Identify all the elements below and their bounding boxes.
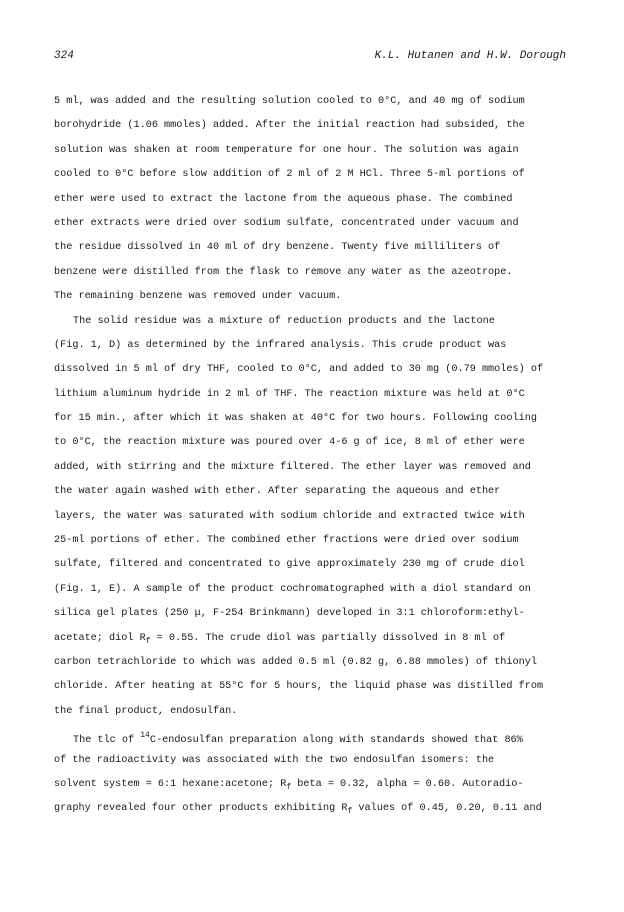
text-run: for 15 min., after which it was shaken at 40°C for two hours. Following cooling xyxy=(54,413,537,425)
text-line xyxy=(54,553,574,577)
subscript: f xyxy=(286,782,292,792)
text-line xyxy=(54,114,574,138)
text-run: The solid residue was a mixture of reduction products and the lactone xyxy=(73,315,495,327)
text-run: (Fig. 1, E). A sample of the product cochromatographed with a diol standard on xyxy=(54,583,531,595)
page-number: 324 xyxy=(54,50,74,62)
text-run: benzene were distilled from the flask to remove any water as the azeotrope. xyxy=(54,266,513,278)
text-line xyxy=(54,285,574,309)
text-line xyxy=(54,212,574,236)
text-run: solvent system = 6:1 hexane:acetone; R xyxy=(54,778,287,790)
text-line xyxy=(54,139,574,163)
text-run: cooled to 0°C before slow addition of 2 ml of 2 M HCl. Three 5-ml portions of xyxy=(54,169,525,181)
text-run: layers, the water was saturated with sodium chloride and extracted twice with xyxy=(54,510,525,522)
text-run: The remaining benzene was removed under vacuum. xyxy=(54,291,342,303)
running-header-authors: K.L. Hutanen and H.W. Dorough xyxy=(374,50,566,62)
text-run: values of 0.45, 0.20, 0.11 and xyxy=(352,803,542,815)
text-run: solution was shaken at room temperature for one hour. The solution was again xyxy=(54,144,519,156)
text-line xyxy=(54,651,574,675)
text-run: (Fig. 1, D) as determined by the infrared analysis. This crude product was xyxy=(54,339,507,351)
text-line xyxy=(54,236,574,260)
superscript: 14 xyxy=(140,731,150,741)
text-line xyxy=(54,749,574,773)
text-run: = 0.55. The crude diol was partially dissolved in 8 ml of xyxy=(150,632,506,644)
text-line xyxy=(54,358,574,382)
text-line xyxy=(54,163,574,187)
text-run: added, with stirring and the mixture filtered. The ether layer was removed and xyxy=(54,461,531,473)
text-line xyxy=(54,627,574,651)
text-line xyxy=(54,188,574,212)
text-run: of the radioactivity was associated with the two endosulfan isomers: the xyxy=(54,754,495,766)
text-line xyxy=(54,724,574,748)
text-run: the residue dissolved in 40 ml of dry benzene. Twenty five milliliters of xyxy=(54,242,501,254)
text-run: graphy revealed four other products exhibiting R xyxy=(54,803,348,815)
text-line xyxy=(54,578,574,602)
text-run: sulfate, filtered and concentrated to give approximately 230 mg of crude diol xyxy=(54,559,525,571)
text-run: 5 ml, was added and the resulting solution cooled to 0°C, and 40 mg of sodium xyxy=(54,96,525,107)
text-line xyxy=(54,675,574,699)
text-line xyxy=(54,602,574,626)
body-text xyxy=(54,90,574,822)
text-line xyxy=(54,700,574,724)
text-line xyxy=(54,407,574,431)
text-run: to 0°C, the reaction mixture was poured over 4-6 g of ice, 8 ml of ether were xyxy=(54,437,525,449)
text-run: carbon tetrachloride to which was added 0.5 ml (0.82 g, 6.88 mmoles) of thionyl xyxy=(54,656,537,668)
text-run: silica gel plates (250 μ, F-254 Brinkmann) developed in 3:1 chloroform:ethyl- xyxy=(54,608,525,620)
text-line xyxy=(54,456,574,480)
text-line xyxy=(54,797,574,821)
text-run: chloride. After heating at 55°C for 5 hours, the liquid phase was distilled from xyxy=(54,681,544,693)
text-run: C-endosulfan preparation along with standards showed that 86% xyxy=(149,735,523,747)
text-line xyxy=(54,334,574,358)
text-line xyxy=(54,383,574,407)
text-run: 25-ml portions of ether. The combined ether fractions were dried over sodium xyxy=(54,535,519,547)
text-run: the final product, endosulfan. xyxy=(54,705,238,717)
text-run: ether extracts were dried over sodium sulfate, concentrated under vacuum and xyxy=(54,217,519,229)
text-run: dissolved in 5 ml of dry THF, cooled to 0°C, and added to 30 mg (0.79 mmoles) of xyxy=(54,364,544,376)
subscript: f xyxy=(347,807,353,817)
text-line xyxy=(54,505,574,529)
text-run: beta = 0.32, alpha = 0.60. Autoradio- xyxy=(291,778,524,790)
text-line xyxy=(54,431,574,455)
text-line xyxy=(54,310,574,334)
text-line xyxy=(54,90,574,114)
text-line xyxy=(54,773,574,797)
text-run: The tlc of xyxy=(73,735,141,747)
text-line xyxy=(54,529,574,553)
text-line xyxy=(54,480,574,504)
text-run: lithium aluminum hydride in 2 ml of THF. The reaction mixture was held at 0°C xyxy=(54,388,525,400)
text-run: acetate; diol R xyxy=(54,632,146,644)
subscript: f xyxy=(145,636,151,646)
text-run: ether were used to extract the lactone from the aqueous phase. The combined xyxy=(54,193,513,205)
text-run: borohydride (1.06 mmoles) added. After the initial reaction had subsided, the xyxy=(54,120,525,132)
text-line xyxy=(54,261,574,285)
text-run: the water again washed with ether. After separating the aqueous and ether xyxy=(54,486,501,498)
